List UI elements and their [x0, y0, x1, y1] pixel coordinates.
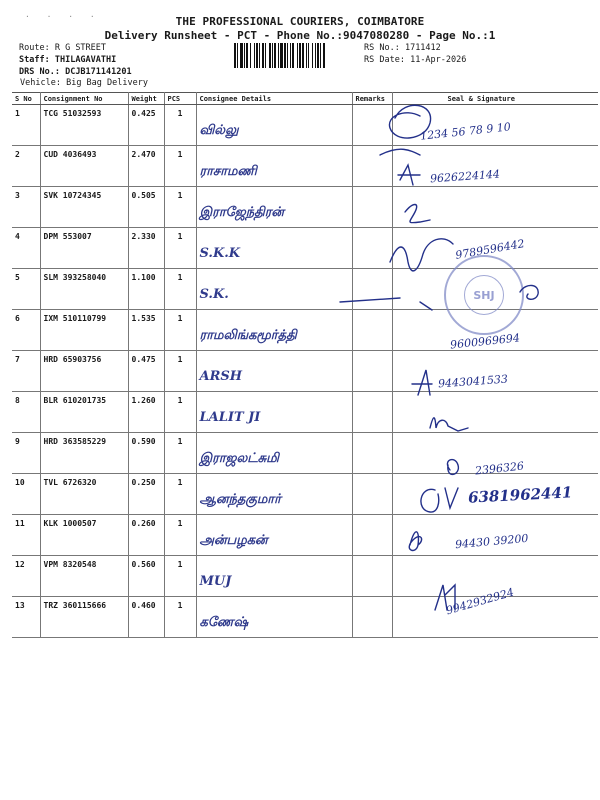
consignee-cell: ARSH — [196, 351, 352, 392]
pcs-cell: 1 — [164, 556, 196, 597]
pcs-cell: 1 — [164, 597, 196, 638]
consignment-cell: IXM 510110799 — [40, 310, 128, 351]
barcode-bar — [254, 43, 255, 68]
weight-cell: 0.505 — [128, 187, 164, 228]
remarks-cell — [352, 310, 392, 351]
remarks-cell — [352, 105, 392, 146]
consignee-cell: MUJ — [196, 556, 352, 597]
consignment-cell: TCG 51032593 — [40, 105, 128, 146]
barcode-bar — [302, 43, 304, 68]
consignee-cell: S.K. — [196, 269, 352, 310]
consignee-cell: கணேஷ் — [196, 597, 352, 638]
consignee-cell: LALIT JI — [196, 392, 352, 433]
col-header-consignee: Consignee Details — [196, 93, 352, 105]
runsheet-subtitle: Delivery Runsheet - PCT - Phone No.:9047080280 - Page No.:1 — [104, 29, 496, 42]
signature-number: 2396326 — [474, 459, 525, 478]
signature-cell — [392, 392, 598, 433]
remarks-cell — [352, 433, 392, 474]
consignee-cell: அன்பழகன் — [196, 515, 352, 556]
barcode-bar — [256, 43, 258, 68]
barcode-bar — [287, 43, 288, 68]
sno-cell: 10 — [12, 474, 40, 515]
signature-number: 9789596442 — [454, 237, 526, 262]
barcode-bar — [284, 43, 286, 68]
signature-number: 9600969694 — [449, 331, 521, 352]
consignment-cell: TRZ 360115666 — [40, 597, 128, 638]
route-line: Route: R G STREET — [19, 43, 107, 53]
weight-cell: 0.425 — [128, 105, 164, 146]
vehicle-line: Vehicle: Big Bag Delivery — [20, 78, 148, 88]
signature-number: 9443041533 — [437, 372, 509, 391]
consignment-cell: SLM 393258040 — [40, 269, 128, 310]
barcode-bar — [246, 43, 248, 68]
consignment-cell: SVK 10724345 — [40, 187, 128, 228]
weight-cell: 1.260 — [128, 392, 164, 433]
col-header-seal: Seal & Signature — [392, 93, 598, 105]
barcode-bar — [306, 43, 307, 68]
remarks-cell — [352, 515, 392, 556]
consignee-cell: ராமலிங்கமூர்த்தி — [196, 310, 352, 351]
remarks-cell — [352, 474, 392, 515]
barcode-bar — [280, 43, 283, 68]
consignment-cell: VPM 8320548 — [40, 556, 128, 597]
sno-cell: 12 — [12, 556, 40, 597]
sno-cell: 11 — [12, 515, 40, 556]
consignment-cell: DPM 553007 — [40, 228, 128, 269]
signature-number: 94430 39200 — [454, 531, 529, 552]
col-header-pcs: PCS — [164, 93, 196, 105]
company-stamp — [444, 255, 524, 335]
col-header-sno: S No — [12, 93, 40, 105]
weight-cell: 2.470 — [128, 146, 164, 187]
table-row — [12, 597, 598, 638]
rs-date-line: RS Date: 11-Apr-2026 — [364, 55, 467, 65]
barcode-bar — [234, 43, 236, 68]
sno-cell: 1 — [12, 105, 40, 146]
runsheet-table — [12, 92, 598, 638]
remarks-cell — [352, 187, 392, 228]
table-row — [12, 351, 598, 392]
pcs-cell: 1 — [164, 228, 196, 269]
barcode-bar — [323, 43, 325, 68]
table-row — [12, 146, 598, 187]
barcode-bar — [250, 43, 251, 68]
barcode-bar — [240, 43, 243, 68]
weight-cell: 0.460 — [128, 597, 164, 638]
barcode-bar — [237, 43, 238, 68]
barcode-bar — [274, 43, 276, 68]
weight-cell: 0.560 — [128, 556, 164, 597]
consignee-cell: இராஜேந்திரன் — [196, 187, 352, 228]
drs-line: DRS No.: DCJB171141201 — [19, 67, 132, 77]
weight-cell: 2.330 — [128, 228, 164, 269]
table-row — [12, 187, 598, 228]
pcs-cell: 1 — [164, 187, 196, 228]
sno-cell: 2 — [12, 146, 40, 187]
weight-cell: 1.100 — [128, 269, 164, 310]
barcode-bar — [297, 43, 298, 68]
meta-left — [19, 42, 132, 78]
rs-no-line: RS No.: 1711412 — [364, 43, 441, 53]
stamp-text: SHJ — [464, 275, 504, 315]
barcode-bar — [262, 43, 264, 68]
signature-number: 9942932924 — [444, 585, 516, 618]
scan-marks: · · · · — [25, 12, 101, 21]
remarks-cell — [352, 269, 392, 310]
sno-cell: 6 — [12, 310, 40, 351]
barcode-bar — [320, 43, 321, 68]
pcs-cell: 1 — [164, 269, 196, 310]
weight-cell: 0.260 — [128, 515, 164, 556]
pcs-cell: 1 — [164, 515, 196, 556]
pcs-cell: 1 — [164, 105, 196, 146]
remarks-cell — [352, 556, 392, 597]
pcs-cell: 1 — [164, 433, 196, 474]
table-header-row — [12, 93, 598, 105]
weight-cell: 1.535 — [128, 310, 164, 351]
remarks-cell — [352, 392, 392, 433]
consignment-cell: HRD 363585229 — [40, 433, 128, 474]
company-title: THE PROFESSIONAL COURIERS, COIMBATORE — [175, 15, 425, 28]
barcode-bar — [244, 43, 245, 68]
barcode-bar — [299, 43, 301, 68]
sno-cell: 5 — [12, 269, 40, 310]
pcs-cell: 1 — [164, 392, 196, 433]
barcode — [234, 43, 358, 68]
barcode-bar — [290, 43, 291, 68]
col-header-consignment: Consignment No — [40, 93, 128, 105]
signature-cell — [392, 187, 598, 228]
sno-cell: 4 — [12, 228, 40, 269]
barcode-bar — [259, 43, 260, 68]
consignee-cell: S.K.K — [196, 228, 352, 269]
barcode-bar — [269, 43, 271, 68]
barcode-bar — [278, 43, 279, 68]
pcs-cell: 1 — [164, 351, 196, 392]
barcode-bar — [272, 43, 273, 68]
barcode-bar — [308, 43, 309, 68]
consignment-cell: KLK 1000507 — [40, 515, 128, 556]
sno-cell: 13 — [12, 597, 40, 638]
sno-cell: 3 — [12, 187, 40, 228]
weight-cell: 0.475 — [128, 351, 164, 392]
remarks-cell — [352, 351, 392, 392]
pcs-cell: 1 — [164, 474, 196, 515]
col-header-remarks: Remarks — [352, 93, 392, 105]
pcs-cell: 1 — [164, 310, 196, 351]
sno-cell: 7 — [12, 351, 40, 392]
meta-right — [364, 42, 466, 66]
table-row — [12, 392, 598, 433]
consignment-cell: TVL 6726320 — [40, 474, 128, 515]
remarks-cell — [352, 597, 392, 638]
barcode-bar — [315, 43, 316, 68]
barcode-bar — [265, 43, 266, 68]
barcode-bar — [312, 43, 313, 68]
signature-number: 1234 56 78 9 10 — [419, 120, 512, 143]
pcs-cell: 1 — [164, 146, 196, 187]
consignment-cell: BLR 610201735 — [40, 392, 128, 433]
sno-cell: 8 — [12, 392, 40, 433]
consignee-cell: ராசாமணி — [196, 146, 352, 187]
consignee-cell: ஆனந்தகுமார் — [196, 474, 352, 515]
signature-number: 9626224144 — [429, 167, 501, 186]
barcode-bar — [292, 43, 294, 68]
consignee-cell: இராஜலட்சுமி — [196, 433, 352, 474]
remarks-cell — [352, 228, 392, 269]
weight-cell: 0.250 — [128, 474, 164, 515]
barcode-bar — [317, 43, 319, 68]
weight-cell: 0.590 — [128, 433, 164, 474]
remarks-cell — [352, 146, 392, 187]
staff-line: Staff: THILAGAVATHI — [19, 55, 117, 65]
consignment-cell: HRD 65903756 — [40, 351, 128, 392]
consignment-cell: CUD 4036493 — [40, 146, 128, 187]
signature-number: 6381962441 — [467, 483, 573, 507]
col-header-weight: Weight — [128, 93, 164, 105]
consignee-cell: வில்லு — [196, 105, 352, 146]
sno-cell: 9 — [12, 433, 40, 474]
